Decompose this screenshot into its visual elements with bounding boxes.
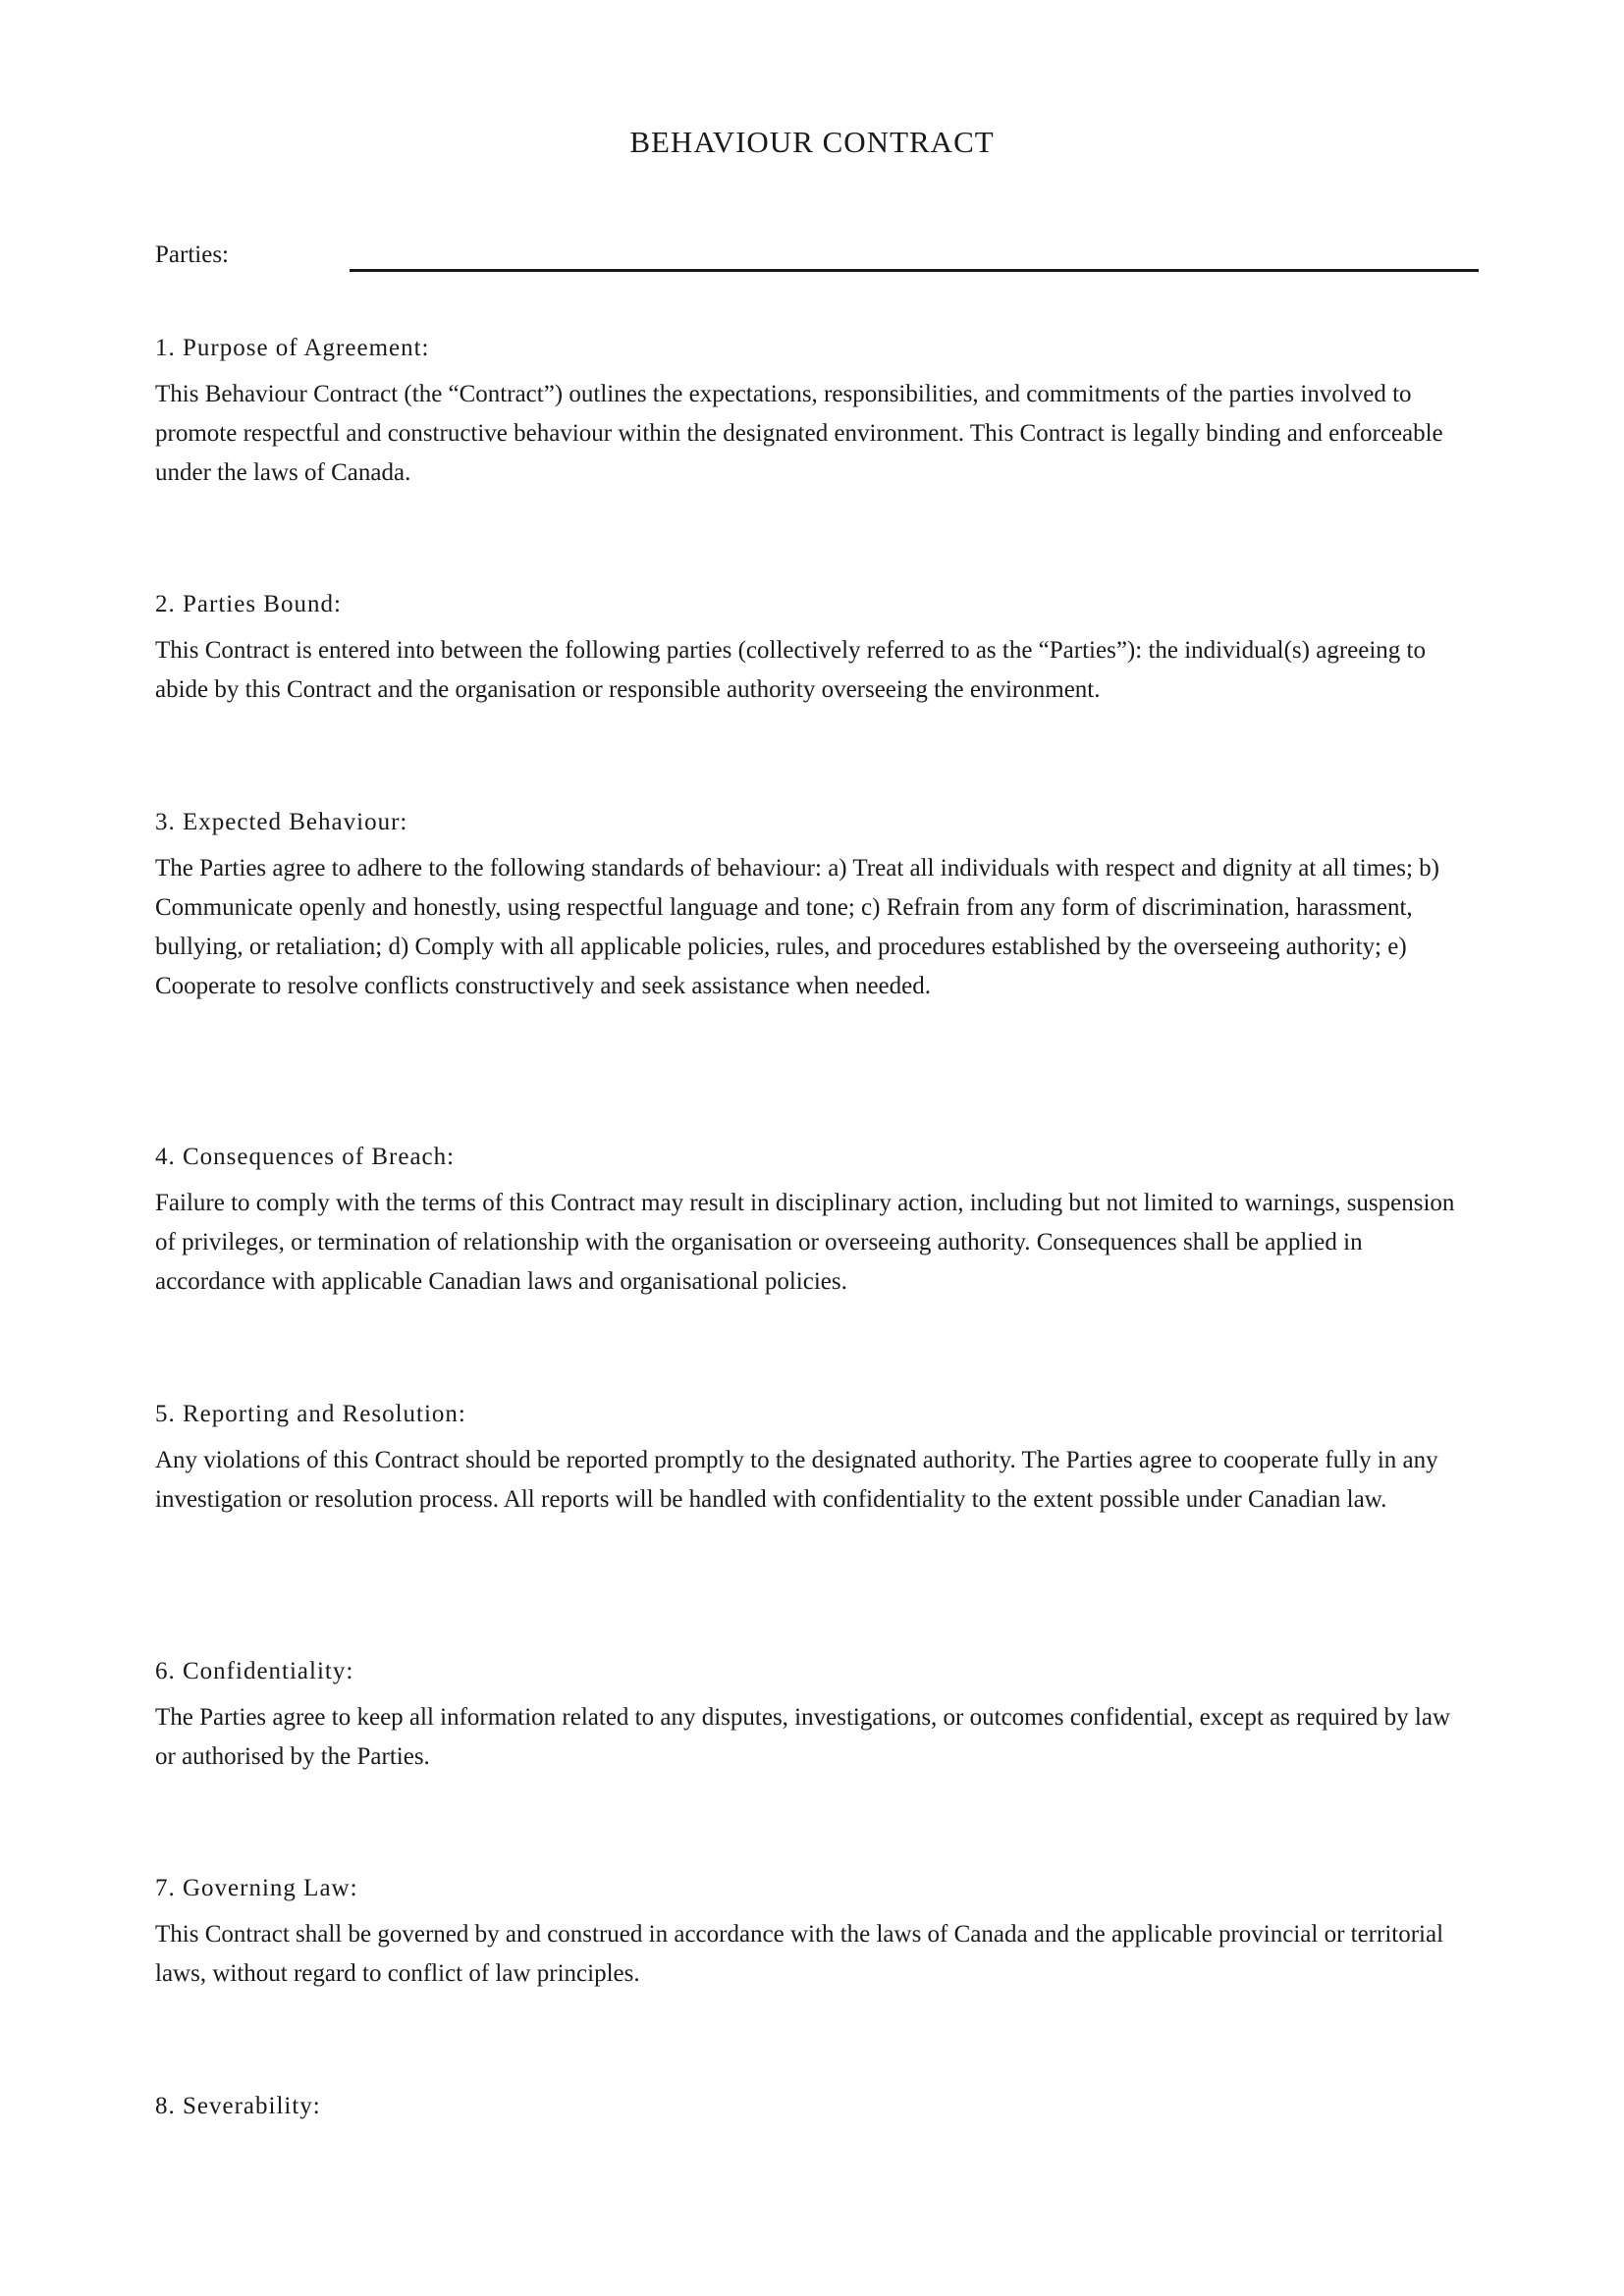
section-heading: 2. Parties Bound: (155, 591, 342, 617)
section-consequences (155, 1143, 1476, 1302)
section-heading: 6. Confidentiality: (155, 1658, 354, 1684)
section-body: Failure to comply with the terms of this Contract may result in disciplinary action, including but not limited to warnings, suspension of privileges, or termination of relationship with the organisation or overseeing authority. Consequences shall be applied in accordance with applicable Canadian laws and organisational policies. (155, 1190, 1455, 1295)
parties-signature-line (350, 269, 1479, 272)
section-heading: 8. Severability: (155, 2093, 321, 2119)
section-expected-behaviour (155, 808, 1476, 1006)
section-body: This Contract shall be governed by and construed in accordance with the laws of Canada and the applicable provincial or territorial laws, without regard to conflict of law principles. (155, 1921, 1444, 1987)
section-heading: 3. Expected Behaviour: (155, 809, 408, 835)
section-confidentiality (155, 1657, 1476, 1777)
section-heading: 7. Governing Law: (155, 1875, 358, 1901)
section-heading: 1. Purpose of Agreement: (155, 335, 430, 361)
parties-label: Parties: (155, 241, 229, 268)
section-governing-law (155, 1874, 1476, 1994)
section-body: The Parties agree to keep all information related to any disputes, investigations, or outcomes confidential, except as required by law or authorised by the Parties. (155, 1704, 1451, 1770)
section-body: The Parties agree to adhere to the following standards of behaviour: a) Treat all individuals with respect and dignity at all times; b) Communicate openly and honestly, using respectful language and tone; c) Refrain from any form of discrimination, harassment, bullying, or retaliation; d) Comply with all applicable policies, rules, and procedures established by the overseeing authority; e) Cooperate to resolve conflicts constructively and seek assistance when needed. (155, 855, 1439, 999)
section-heading: 4. Consequences of Breach: (155, 1144, 456, 1170)
section-severability (155, 2092, 1476, 2133)
section-reporting (155, 1400, 1476, 1520)
section-parties-bound (155, 590, 1476, 710)
section-body: Any violations of this Contract should be reported promptly to the designated authority. The Parties agree to cooperate fully in any investigation or resolution process. All reports will be handled with confidentiality to the extent possible under Canadian law. (155, 1447, 1438, 1513)
section-heading: 5. Reporting and Resolution: (155, 1401, 466, 1427)
section-body: This Contract is entered into between the following parties (collectively referred to as the “Parties”): the individual(s) agreeing to abide by this Contract and the organisation or responsible authority overseeing the environment. (155, 637, 1426, 703)
section-body: This Behaviour Contract (the “Contract”) outlines the expectations, responsibilities, and commitments of the parties involved to promote respectful and constructive behaviour within the designated environment. This Contract is legally binding and enforceable under the laws of Canada. (155, 381, 1443, 486)
document-title: BEHAVIOUR CONTRACT (629, 125, 995, 159)
section-purpose (155, 334, 1476, 493)
